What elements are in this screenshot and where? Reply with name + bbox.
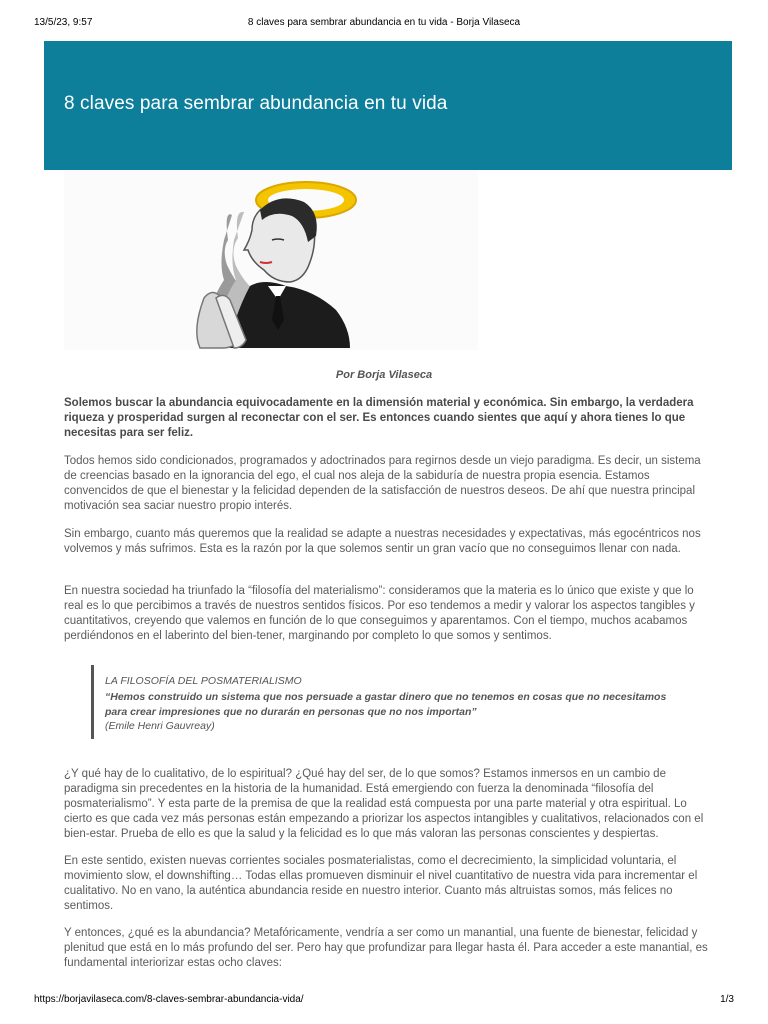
print-page-title: 8 claves para sembrar abundancia en tu vida - Borja Vilaseca: [247, 17, 521, 28]
paragraph-3: En nuestra sociedad ha triunfado la “filosofía del materialismo”: consideramos que la materia es lo único que existe y que lo real es lo que percibimos a través de nuestros sentidos físicos. Por eso tendemos a medir y valorar los aspectos tangibles y cuantitativos, creyendo que valemos en función de lo que conseguimos y aparentamos. Con el tiempo, muchos acabamos perdiéndonos en el laberinto del bien-tener, marginando por completo lo que somos y sentimos.: [64, 585, 695, 642]
paragraph-6: Y entonces, ¿qué es la abundancia? Metafóricamente, vendría a ser como un manantial, una fuente de bienestar, felicidad y plenitud que está en lo más profundo del ser. Pero hay que profundizar para llegar hasta él. Para acceder a este manantial, es fundamental interiorizar estas ocho claves:: [64, 927, 708, 969]
blockquote: [91, 665, 694, 739]
paragraph-5: En este sentido, existen nuevas corrientes sociales posmaterialistas, como el decrecimiento, la simplicidad voluntaria, el movimiento slow, el downshifting… Todas ellas promueven disminuir el nivel cuantitativo de nuestra vida para incrementar el cualitativo. No en vano, la auténtica abundancia reside en nuestro interior. Cuanto más altruistas somos, más felices no sentimos.: [64, 855, 698, 912]
article-title: 8 claves para sembrar abundancia en tu vida: [64, 93, 448, 114]
print-date: 13/5/23, 9:57: [34, 17, 93, 28]
page-number: 1/3: [720, 994, 734, 1005]
byline: Por Borja Vilaseca: [335, 369, 433, 381]
page-url: https://borjavilaseca.com/8-claves-sembrar-abundancia-vida/: [34, 994, 304, 1005]
title-banner: [44, 41, 732, 170]
print-footer: [34, 994, 734, 1008]
paragraph-4: ¿Y qué hay de lo cualitativo, de lo espiritual? ¿Qué hay del ser, de lo que somos? Estamos inmersos en un cambio de paradigma sin precedentes en la historia de la humanidad. Está emergiendo con fuerza la denominada “filosofía del posmaterialismo”. Y esta parte de la premisa de que la realidad está compuesta por una parte material y otra espiritual. Lo cierto es que cada vez más personas están empezando a priorizar los aspectos intangibles y cualitativos, relacionados con el bien-estar. Prueba de ello es que la salud y la felicidad es lo que más valoran las personas conscientes y despiertas.: [64, 768, 704, 840]
paragraph-2: Sin embargo, cuanto más queremos que la realidad se adapte a nuestras necesidades y expectativas, más egocéntricos nos volvemos y más sufrimos. Esta es la razón por la que solemos sentir un gran vacío que no conseguimos llenar con nada.: [64, 528, 701, 555]
hero-illustration: [64, 170, 478, 350]
paragraph-1: Todos hemos sido condicionados, programados y adoctrinados para regirnos desde un viejo paradigma. Es decir, un sistema de creencias basado en la ignorancia del ego, el cual nos aleja de la sabiduría de nuestra propia esencia. Estamos convencidos de que el bienestar y la felicidad dependen de la satisfacción de nuestros deseos. De ahí que nuestra principal motivación sea saciar nuestro propio interés.: [64, 455, 701, 512]
article-lead: Solemos buscar la abundancia equivocadamente en la dimensión material y económica. Sin embargo, la verdadera riqueza y prosperidad surgen al reconectar con el ser. Es entonces cuando sientes que aquí y ahora tienes lo que necesitas para ser feliz.: [64, 397, 694, 439]
praying-man-with-halo-image: [64, 170, 478, 350]
quote-author: (Emile Henri Gauvreay): [105, 720, 215, 732]
print-header: [34, 17, 734, 31]
quote-text: “Hemos construido un sistema que nos persuade a gastar dinero que no tenemos en cosas que no necesitamos para crear impresiones que no durarán en personas que no nos importan”: [105, 691, 667, 718]
quote-heading: LA FILOSOFÍA DEL POSMATERIALISMO: [105, 675, 302, 687]
